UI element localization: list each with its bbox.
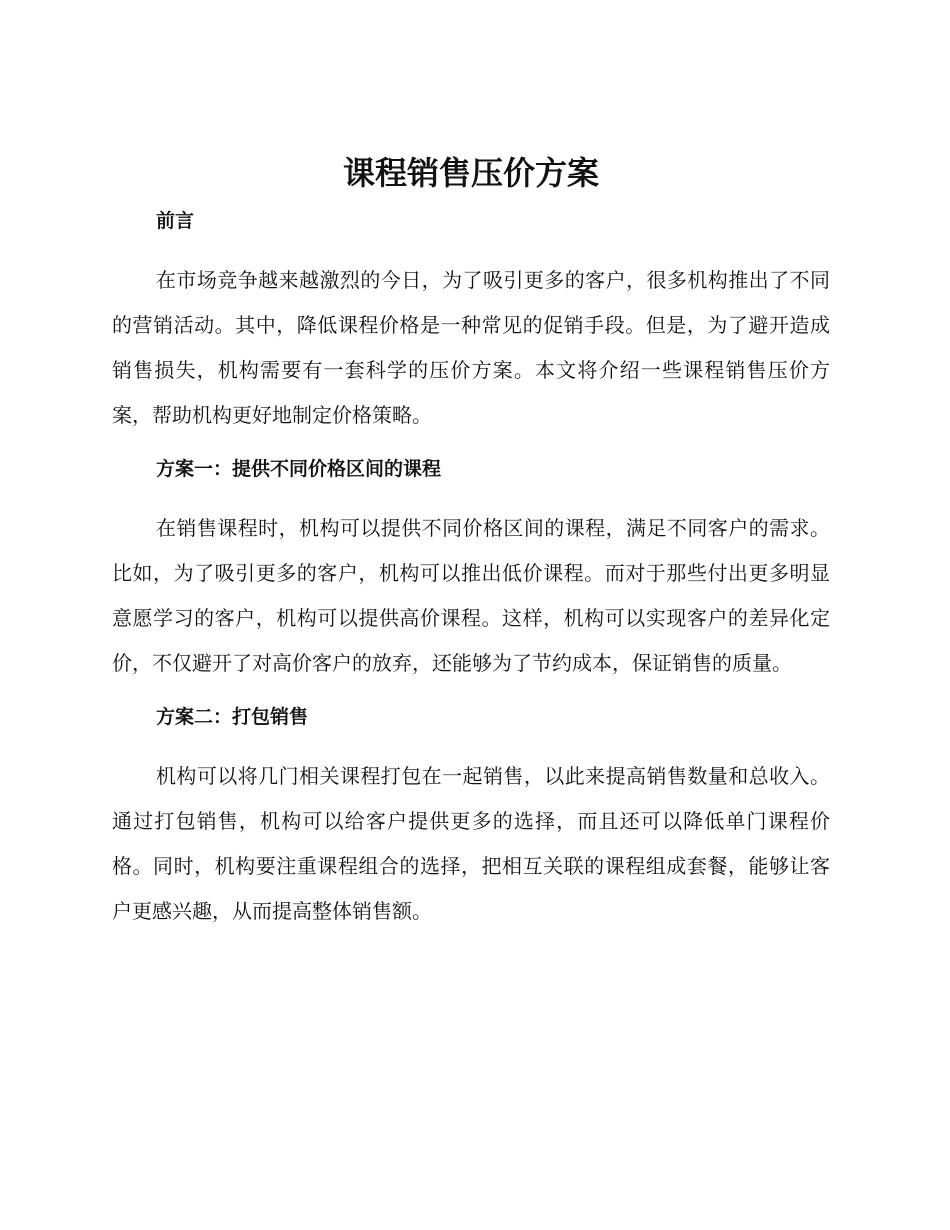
- section-heading-preface: 前言: [156, 210, 195, 232]
- section-heading-plan-two: 方案二：打包销售: [156, 706, 309, 728]
- document-title: 课程销售压价方案: [342, 154, 599, 192]
- document-page: [112, 150, 830, 934]
- section-body-plan-one: 在销售课程时，机构可以提供不同价格区间的课程，满足不同客户的需求。比如，为了吸引更多的客户，机构可以推出低价课程。而对于那些付出更多明显意愿学习的客户，机构可以提供高价课程。这样，机构可以实现客户的差异化定价，不仅避开了对高价客户的放弃，还能够为了节约成本，保证销售的质量。: [112, 516, 830, 675]
- section-body-plan-two: 机构可以将几门相关课程打包在一起销售，以此来提高销售数量和总收入。通过打包销售，机构可以给客户提供更多的选择，而且还可以降低单门课程价格。同时，机构要注重课程组合的选择，把相互关联的课程组成套餐，能够让客户更感兴趣，从而提高整体销售额。: [112, 764, 830, 923]
- section-heading-plan-one: 方案一：提供不同价格区间的课程: [156, 458, 442, 480]
- section-body-preface: 在市场竞争越来越激烈的今日，为了吸引更多的客户，很多机构推出了不同的营销活动。其中，降低课程价格是一种常见的促销手段。但是，为了避开造成销售损失，机构需要有一套科学的压价方案。本文将介绍一些课程销售压价方案，帮助机构更好地制定价格策略。: [112, 268, 830, 427]
